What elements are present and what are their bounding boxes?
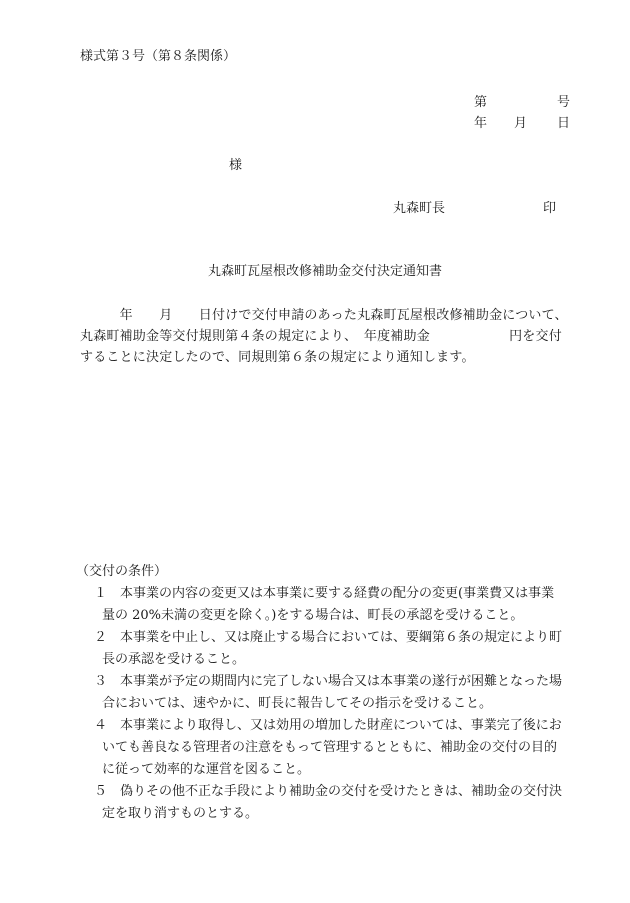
grant-conditions: [76, 561, 585, 825]
condition-line: ２ 本事業を中止し、又は廃止する場合においては、要綱第６条の規定により町: [94, 630, 563, 645]
condition-line: に従って効率的な運営を図ること。: [102, 762, 311, 777]
condition-line: 定を取り消すものとする。: [102, 806, 259, 821]
conditions-heading: （交付の条件）: [76, 564, 168, 579]
condition-line: ５ 偽りその他不正な手段により補助金の交付を受けたときは、補助金の交付決: [94, 784, 563, 799]
condition-item: [80, 781, 585, 825]
date-year: 年: [474, 116, 488, 131]
number-suffix: 号: [557, 95, 571, 110]
condition-item: [80, 583, 585, 627]
date-month: 月: [514, 116, 528, 131]
addressee-suffix: 様: [229, 158, 243, 173]
condition-line: ４ 本事業により取得し、又は効用の増加した財産については、事業完了後にお: [94, 718, 562, 733]
condition-line: １ 本事業の内容の変更又は本事業に要する経費の配分の変更(事業費又は事業: [94, 586, 555, 601]
date-day: 日: [557, 116, 571, 131]
document-title: 丸森町瓦屋根改修補助金交付決定通知書: [208, 264, 443, 279]
condition-line: 合においては、速やかに、町長に報告してその指示を受けること。: [102, 696, 493, 711]
condition-line: 量の 20%未満の変更を除く。)をする場合は、町長の承認を受けること。: [102, 608, 524, 623]
issuer-seal: 印: [543, 201, 557, 216]
condition-line: ３ 本事業が予定の期間内に完了しない場合又は本事業の遂行が困難となった場: [94, 674, 563, 689]
issuer-title: 丸森町長: [393, 201, 446, 216]
condition-line: 長の承認を受けること。: [102, 652, 246, 667]
form-label: 様式第３号（第８条関係）: [80, 49, 237, 64]
number-prefix: 第: [474, 95, 488, 110]
condition-line: いても善良なる管理者の注意をもって管理するとともに、補助金の交付の目的: [102, 740, 558, 755]
notice-body-line: することに決定したので、同規則第６条の規定により通知します。: [80, 350, 475, 365]
notice-body: [80, 305, 580, 368]
condition-item: [80, 671, 585, 715]
condition-item: [80, 627, 585, 671]
notice-body-line: 年 月 日付けで交付申請のあった丸森町瓦屋根改修補助金について、: [80, 308, 568, 323]
notice-body-line: 丸森町補助金等交付規則第４条の規定により、 年度補助金 円を交付: [80, 329, 562, 344]
condition-item: [80, 715, 585, 781]
